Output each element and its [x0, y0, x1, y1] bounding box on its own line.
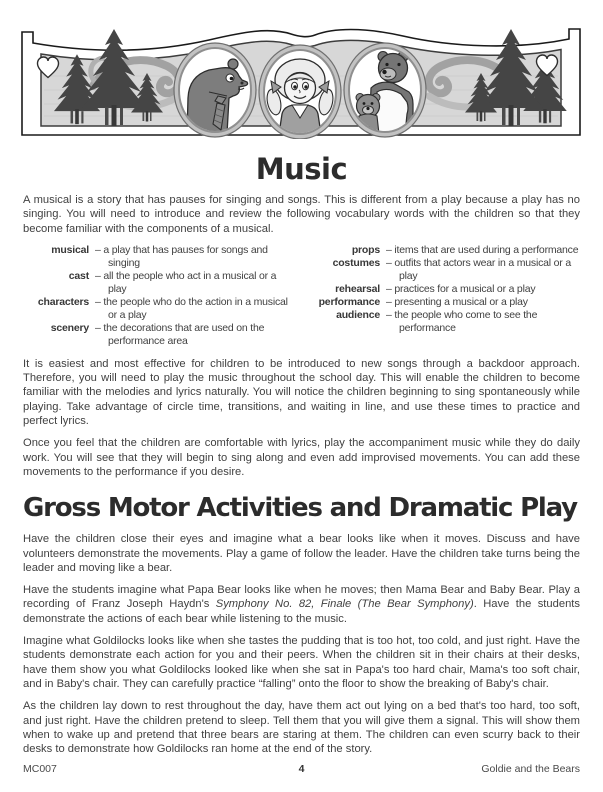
vocab-definition: – presenting a musical or a play	[386, 295, 528, 308]
vocabulary-entry	[23, 322, 292, 348]
gross-motor-paragraph-3: Imagine what Goldilocks looks like when she tastes the pudding that is too hot, too cold, and just right. Have the students demonstrate each action for you and their peers. When the children sit in their chairs at their desks, have them show you what Goldilocks looked like when she sat in Papa's too hard chair, Mama's too soft chair, and in Baby's chair. They can carefully practice “falling” onto the floor to show the breaking of Baby's chair.	[23, 635, 580, 690]
page-number: 4	[298, 763, 305, 775]
music-section-title: Music	[255, 152, 348, 186]
vocabulary-entry	[300, 257, 580, 283]
header-banner	[0, 26, 603, 139]
product-code: MC007	[23, 763, 57, 775]
vocabulary-entry	[300, 283, 580, 296]
vocab-term: characters	[37, 295, 89, 308]
vocab-term: cast	[68, 269, 89, 282]
music-intro-paragraph: A musical is a story that has pauses for singing and songs. This is different from a play because a play has no singing. You will need to introduce and review the following vocabulary words with the children so that they become familiar with the components of a musical.	[23, 194, 580, 235]
vocab-term: costumes	[332, 256, 380, 269]
page-footer	[23, 763, 580, 775]
vocab-definition: – the people who come to see the performance	[386, 308, 538, 334]
vocab-definition: – items that are used during a performance	[386, 243, 579, 256]
papa-bear-portrait	[174, 43, 256, 137]
vocab-term: scenery	[50, 321, 89, 334]
vocab-definition: – outfits that actors wear in a musical or a play	[386, 256, 571, 282]
gross-motor-section-title: Gross Motor Activities and Dramatic Play	[23, 493, 577, 524]
vocabulary-entry	[300, 309, 580, 335]
vocab-definition: – the decorations that are used on the performance area	[95, 321, 265, 347]
gross-motor-paragraph-4: As the children lay down to rest throughout the day, have them act out lying on a bed that's too hard, too soft, and just right. Have the children pretend to sleep. Tell them that you will give them a signal. This will show them when to wake up and pretend that three bears are staring at them. The children can even scurry back to their desks to demonstrate how Goldilocks ran home at the end of the story.	[23, 700, 580, 756]
vocab-term: audience	[336, 308, 380, 321]
music-paragraph-3: Once you feel that the children are comfortable with lyrics, play the accompaniment music while they do daily work. You will see that they will begin to sing along and even add improvised movements. You can add these movements to the performance if you desire.	[23, 437, 580, 478]
vocab-term: rehearsal	[335, 282, 380, 295]
gross-motor-paragraph-2	[23, 583, 580, 626]
book-title: Goldie and the Bears	[481, 763, 581, 775]
vocab-term: performance	[318, 295, 380, 308]
vocab-definition: – practices for a musical or a play	[386, 282, 536, 295]
vocabulary-column-left	[23, 244, 292, 348]
vocabulary-entry	[23, 244, 292, 270]
music-paragraph-2: It is easiest and most effective for children to be introduced to new songs through a backdoor approach. Therefore, you will need to play the music throughout the school day. This will enable the children to become familiar with the melodies and lyrics naturally. You will notice the children beginning to sing spontaneously while playing. Take advantage of circle time, transitions, and waiting in line, and use these times to practice and perfect lyrics.	[23, 357, 580, 428]
vocab-definition: – the people who do the action in a musical or a play	[95, 295, 288, 321]
vocab-term: props	[351, 243, 380, 256]
goldilocks-portrait	[259, 45, 341, 139]
page-content	[0, 152, 603, 756]
paragraph-text: . Have the students demonstrate the actions of each bear while listening to the music.	[23, 598, 580, 625]
vocabulary-entry	[300, 296, 580, 309]
vocabulary-entry	[23, 296, 292, 322]
gross-motor-paragraph-1: Have the children close their eyes and imagine what a bear looks like when it moves. Discuss and have volunteers demonstrate the movements. Play a game of follow the leader. Have the children take turns being the leader and moving like a bear.	[23, 533, 580, 574]
vocabulary-entry	[23, 270, 292, 296]
symphony-title: Symphony No. 82, Finale (The Bear Symphony)	[215, 598, 474, 611]
mama-baby-bear-portrait	[344, 43, 426, 137]
vocabulary-entry	[300, 244, 580, 257]
vocabulary-column-right	[300, 244, 580, 348]
vocab-definition: – a play that has pauses for songs and singing	[95, 243, 268, 269]
vocabulary-list	[23, 244, 580, 348]
vocab-definition: – all the people who act in a musical or a play	[95, 269, 277, 295]
paragraph-text: Have the students imagine what Papa Bear looks like when he moves; then Mama Bear and Baby Bear. Play a recording of Franz Joseph Haydn's	[23, 584, 580, 611]
banner-illustration	[11, 26, 592, 139]
vocab-term: musical	[51, 243, 89, 256]
